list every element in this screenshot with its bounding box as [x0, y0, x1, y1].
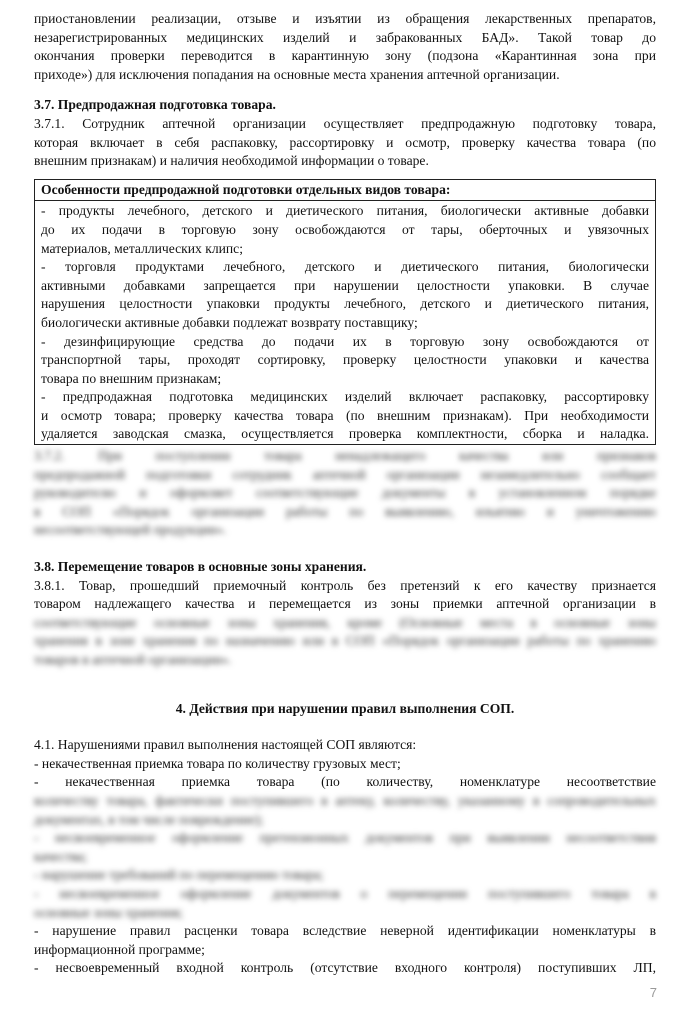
text-line: - нарушение правил расценки товара вследствие неверной идентификации номенклатуры в [34, 923, 656, 939]
text-line: незарегистрированных медицинских изделий и забракованных БАД». Такой товар до [34, 29, 656, 45]
box-line: материалов, металлических клипс; [41, 240, 243, 256]
box-title: Особенности предпродажной подготовки отдельных видов товара: [35, 180, 655, 202]
section-heading-4: 4. Действия при нарушении правил выполнения СОП. [175, 700, 515, 716]
section-3-7-paragraph [34, 115, 656, 171]
box-line: - предпродажная подготовка медицинских изделий включает распаковку, рассортировку [41, 389, 649, 405]
blurred-line: - нарушение требований по перемещению товара; [34, 867, 324, 883]
text-line: 3.7.1. Сотрудник аптечной организации осуществляет предпродажную подготовку товара, [34, 115, 656, 131]
document-page [34, 10, 656, 978]
blurred-line: в СОП «Порядок организации работы по выявлению, изъятию и уничтожению [34, 503, 656, 519]
blurred-line: руководителю и оформляет соответствующие документы в установленном порядке [34, 485, 656, 501]
blurred-paragraph-3-7-2 [34, 447, 656, 540]
blurred-line: несоответствующей продукции». [34, 522, 227, 538]
page-number: 7 [649, 985, 657, 1000]
blurred-list-items [34, 792, 656, 922]
intro-paragraph [34, 10, 656, 84]
text-line: внешним признакам) и наличия необходимой информации о товаре. [34, 153, 429, 169]
preparation-features-box [34, 179, 656, 445]
blurred-line: качества; [34, 848, 88, 864]
box-line: транспортной тары, проходят сортировку, проверку целостности упаковки и качества [41, 352, 649, 368]
blurred-line: товаров в аптечной организации». [34, 652, 232, 667]
text-line: 3.8.1. Товар, прошедший приемочный контроль без претензий к его качеству признается [34, 577, 656, 593]
blurred-paragraph-3-8 [34, 614, 656, 670]
box-line: - продукты лечебного, детского и диетического питания, биологически активные добавки [41, 203, 649, 219]
box-line: и осмотр товара; проверку качества товара (по внешним признакам). При необходимости [41, 407, 649, 423]
blurred-line: документах, в том числе повреждение); [34, 811, 264, 827]
blurred-line: основные зоны хранения; [34, 904, 183, 920]
section-heading-3-8: 3.8. Перемещение товаров в основные зоны хранения. [34, 559, 367, 575]
box-line: биологически активные добавки подлежат возврату поставщику; [41, 314, 418, 330]
text-line: - некачественная приемка товара (по количеству, номенклатуре несоответствие [34, 774, 656, 790]
box-line: - дезинфицирующие средства до подачи их в торговую зону освобождаются от [41, 333, 649, 349]
section-heading-3-7: 3.7. Предпродажная подготовка товара. [34, 97, 276, 113]
section-4-list-continued [34, 922, 656, 978]
box-line: - торговля продуктами лечебного, детского и диетического питания, биологически [41, 259, 649, 275]
blurred-line: количеству товара, фактически поступившего в аптеку, количеству, указанному в сопроводительных [34, 792, 656, 808]
text-line: которая включает в себя распаковку, рассортировку и осмотр, проверку качества товара (по [34, 134, 656, 150]
box-line: удаляется заводская смазка, осуществляется проверка комплектности, сборка и наладка. [41, 426, 649, 442]
box-line: активными добавками запрещается при нарушении целостности упаковки. В случае [41, 277, 649, 293]
section-4-list [34, 736, 656, 792]
box-line: до их подачи в торговую зону освобождаются от тары, оберточных и увязочных [41, 221, 649, 237]
box-body [35, 201, 655, 444]
section-3-8-paragraph [34, 577, 656, 614]
text-line: - некачественная приемка товара по количеству грузовых мест; [34, 755, 401, 771]
blurred-line: - несвоевременное оформление претензионных документов при выявлении несоответствия [34, 830, 656, 846]
box-line: нарушения целостности упаковки продукты лечебного, детского и диетического питания, [41, 296, 649, 312]
blurred-line: хранения в зоне хранения по назначению или в СОП «Порядок организации работы по хранению [34, 633, 656, 649]
text-line: 4.1. Нарушениями правил выполнения настоящей СОП являются: [34, 737, 417, 753]
text-line: товаром надлежащего качества и перемещается из зоны приемки аптечной организации в [34, 596, 656, 612]
blurred-line: 3.7.2. При поступлении товара ненадлежащего качества или признаков [34, 448, 656, 464]
text-line: - несвоевременный входной контроль (отсутствие входного контроля) поступивших ЛП, [34, 960, 656, 976]
text-line: приходе») для исключения попадания на основные места хранения аптечной организации. [34, 66, 560, 82]
blurred-line: предпродажной подготовки сотрудник аптечной организации незамедлительно сообщает [34, 466, 656, 482]
text-line: приостановлении реализации, отзыве и изъятии из обращения лекарственных препаратов, [34, 11, 656, 26]
blurred-line: соответствующие основные зоны хранения, кроме (Основные места в основные зоны [34, 614, 656, 630]
text-line: окончания проверки переводится в карантинную зону (подзона «Карантинная зона при [34, 48, 656, 64]
box-line: товара по внешним признакам; [41, 370, 222, 386]
blurred-line: - несвоевременное оформление документов о перемещении поступившего товара в [34, 885, 656, 901]
text-line: информационной программе; [34, 941, 205, 957]
